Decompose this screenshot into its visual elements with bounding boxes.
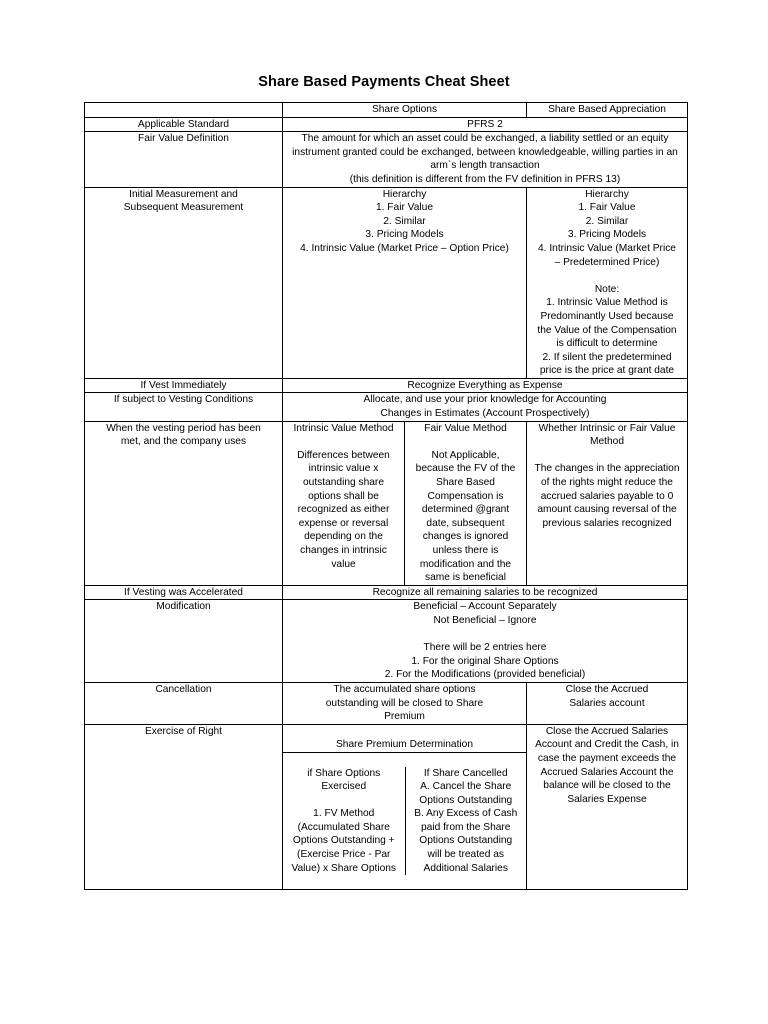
- header-share-options: Share Options: [283, 103, 527, 118]
- share-options-cell: Hierarchy 1. Fair Value 2. Similar 3. Pricing Models 4. Intrinsic Value (Market Price – Option Price): [283, 187, 527, 378]
- row-label: Cancellation: [85, 682, 283, 724]
- header-blank-cell: [85, 103, 283, 118]
- header-row: [85, 103, 688, 118]
- row-label: Fair Value Definition: [85, 132, 283, 187]
- row-cancellation: [85, 682, 688, 724]
- row-label: If subject to Vesting Conditions: [85, 393, 283, 421]
- row-vesting-accelerated: [85, 585, 688, 600]
- options-exercised-cell: if Share Options Exercised 1. FV Method (Accumulated Share Options Outstanding + (Exercise Price - Par Value) x Share Options: [291, 767, 397, 874]
- row-fair-value-definition: [85, 132, 688, 187]
- share-premium-cell: [283, 724, 527, 889]
- row-applicable-standard: [85, 117, 688, 132]
- row-exercise: [85, 724, 688, 889]
- row-label: If Vest Immediately: [85, 378, 283, 393]
- cheat-sheet-table: [84, 102, 688, 890]
- share-options-cell: The accumulated share options outstanding will be closed to Share Premium: [283, 682, 527, 724]
- shares-cancelled-cell: If Share Cancelled A. Cancel the Share Options Outstanding B. Any Excess of Cash paid from the Share Options Outstanding will be treated as Additional Salaries: [405, 767, 527, 876]
- page-title: Share Based Payments Cheat Sheet: [258, 74, 510, 90]
- row-label: Applicable Standard: [85, 117, 283, 132]
- sba-cell: Hierarchy 1. Fair Value 2. Similar 3. Pricing Models 4. Intrinsic Value (Market Price – Predetermined Price) Note: 1. Intrinsic Value Method is Predominantly Used because the Value of the Compensation is difficult to determine 2. If silent the predetermined price is the price at grant date: [527, 187, 688, 378]
- intrinsic-method-cell: Intrinsic Value Method Differences between intrinsic value x outstanding share options shall be recognized as either expense or reversal depending on the changes in intrinsic value: [283, 421, 405, 585]
- row-vest-immediately: [85, 378, 688, 393]
- row-vesting-conditions: [85, 393, 688, 421]
- share-premium-heading: Share Premium Determination: [283, 738, 526, 753]
- row-label: Initial Measurement and Subsequent Measurement: [85, 187, 283, 378]
- row-label: If Vesting was Accelerated: [85, 585, 283, 600]
- row-value: Beneficial – Account Separately Not Beneficial – Ignore There will be 2 entries here 1. For the original Share Options 2. For the Modifications (provided beneficial): [283, 600, 688, 683]
- row-value: Recognize all remaining salaries to be recognized: [283, 585, 688, 600]
- row-modification: [85, 600, 688, 683]
- row-vesting-met: [85, 421, 688, 585]
- sba-cell: Whether Intrinsic or Fair Value Method The changes in the appreciation of the rights might reduce the accrued salaries payable to 0 amount causing reversal of the previous salaries recognized: [527, 421, 688, 585]
- share-premium-columns: [283, 767, 526, 876]
- row-value: PFRS 2: [283, 117, 688, 132]
- row-value: Allocate, and use your prior knowledge for Accounting Changes in Estimates (Account Prospectively): [283, 393, 688, 421]
- row-initial-measurement: [85, 187, 688, 378]
- row-label: Modification: [85, 600, 283, 683]
- row-label: Exercise of Right: [85, 724, 283, 889]
- header-sba: Share Based Appreciation: [527, 103, 688, 118]
- fair-value-method-cell: Fair Value Method Not Applicable, because the FV of the Share Based Compensation is determined @grant date, subsequent changes is ignored unless there is modification and the same is beneficial: [405, 421, 527, 585]
- row-value: The amount for which an asset could be exchanged, a liability settled or an equity instrument granted could be exchanged, between knowledgeable, willing parties in an arm`s length transaction (this definition is different from the FV definition in PFRS 13): [283, 132, 688, 187]
- row-value: Recognize Everything as Expense: [283, 378, 688, 393]
- sba-cell: Close the Accrued Salaries Account and Credit the Cash, in case the payment exceeds the Accrued Salaries Account the balance will be closed to the Salaries Expense: [527, 724, 688, 889]
- row-label: When the vesting period has been met, and the company uses: [85, 421, 283, 585]
- sba-cell: Close the Accrued Salaries account: [527, 682, 688, 724]
